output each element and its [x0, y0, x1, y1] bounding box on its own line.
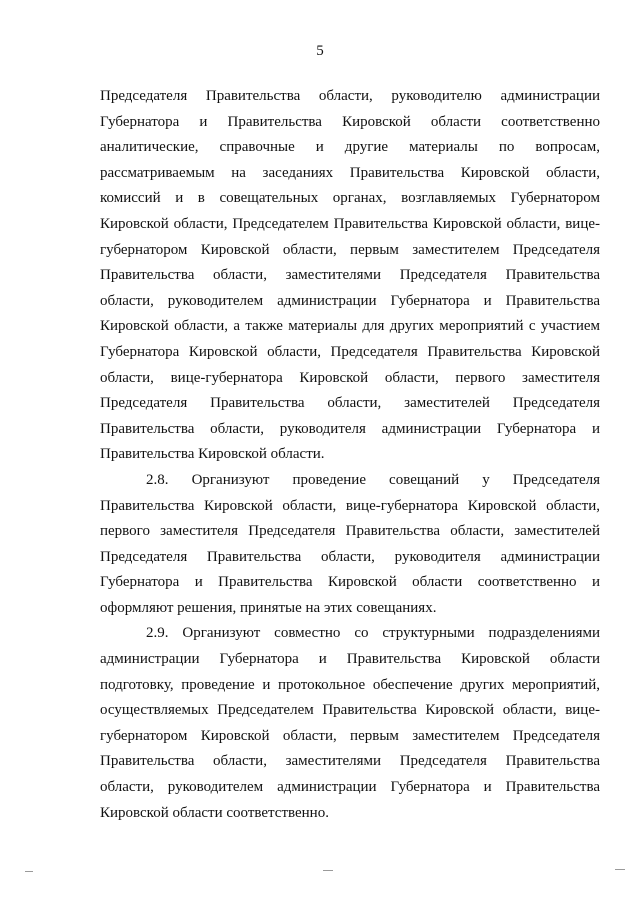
text-line: Кировской области соответственно. [100, 804, 329, 821]
text-line: губернатором Кировской области, первым заместителем Председателя [100, 241, 600, 258]
text-line: 2.8. Организуют проведение совещаний у Председателя [146, 471, 600, 488]
text-line: Правительства Кировской области, вице-губернатора Кировской области, [100, 497, 600, 514]
text-line: Председателя Правительства области, заместителей Председателя [100, 395, 600, 412]
scan-artifact [25, 871, 33, 872]
text-line: Правительства Кировской области. [100, 446, 325, 463]
text-line: области, вице-губернатора Кировской области, первого заместителя [100, 369, 600, 386]
text-line: Председателя Правительства области, руководителю администрации [100, 88, 600, 104]
text-line: Кировской области, Председателем Правительства Кировской области, вице- [100, 215, 600, 232]
page-number: 5 [316, 43, 324, 59]
body-text [100, 84, 600, 826]
text-line: Правительства области, руководителя администрации Губернатора и [100, 420, 600, 437]
text-line: Правительства области, заместителями Председателя Правительства [100, 267, 600, 284]
text-line: Кировской области, а также материалы для других мероприятий с участием [100, 318, 600, 335]
text-line: комиссий и в совещательных органах, возглавляемых Губернатором [100, 190, 600, 207]
text-line: Губернатора Кировской области, Председателя Правительства Кировской [100, 343, 600, 360]
text-line: рассматриваемым на заседаниях Правительства Кировской области, [100, 164, 600, 181]
text-line: 2.9. Организуют совместно со структурными подразделениями [146, 625, 600, 642]
text-line: Правительства области, заместителями Председателя Правительства [100, 753, 600, 770]
text-line: первого заместителя Председателя Правительства области, заместителей [100, 523, 600, 540]
text-line: аналитические, справочные и другие материалы по вопросам, [100, 139, 600, 156]
text-line: области, руководителем администрации Губернатора и Правительства [100, 779, 600, 796]
text-line: подготовку, проведение и протокольное обеспечение других мероприятий, [100, 676, 600, 693]
text-line: осуществляемых Председателем Правительства Кировской области, вице- [100, 702, 600, 719]
text-line: оформляют решения, принятые на этих совещаниях. [100, 599, 437, 616]
text-line: администрации Губернатора и Правительства Кировской области [100, 651, 600, 668]
scan-artifact [615, 869, 625, 870]
paragraph-2-9 [100, 621, 600, 826]
text-line: Председателя Правительства области, руководителя администрации [100, 548, 600, 565]
text-line: области, руководителем администрации Губернатора и Правительства [100, 292, 600, 309]
text-line: Губернатора и Правительства Кировской области соответственно и [100, 574, 600, 591]
scan-artifact [323, 870, 333, 871]
paragraph-continuation [100, 84, 600, 468]
paragraph-2-8 [100, 468, 600, 622]
text-line: губернатором Кировской области, первым заместителем Председателя [100, 727, 600, 744]
text-line: Губернатора и Правительства Кировской области соответственно [100, 113, 600, 130]
